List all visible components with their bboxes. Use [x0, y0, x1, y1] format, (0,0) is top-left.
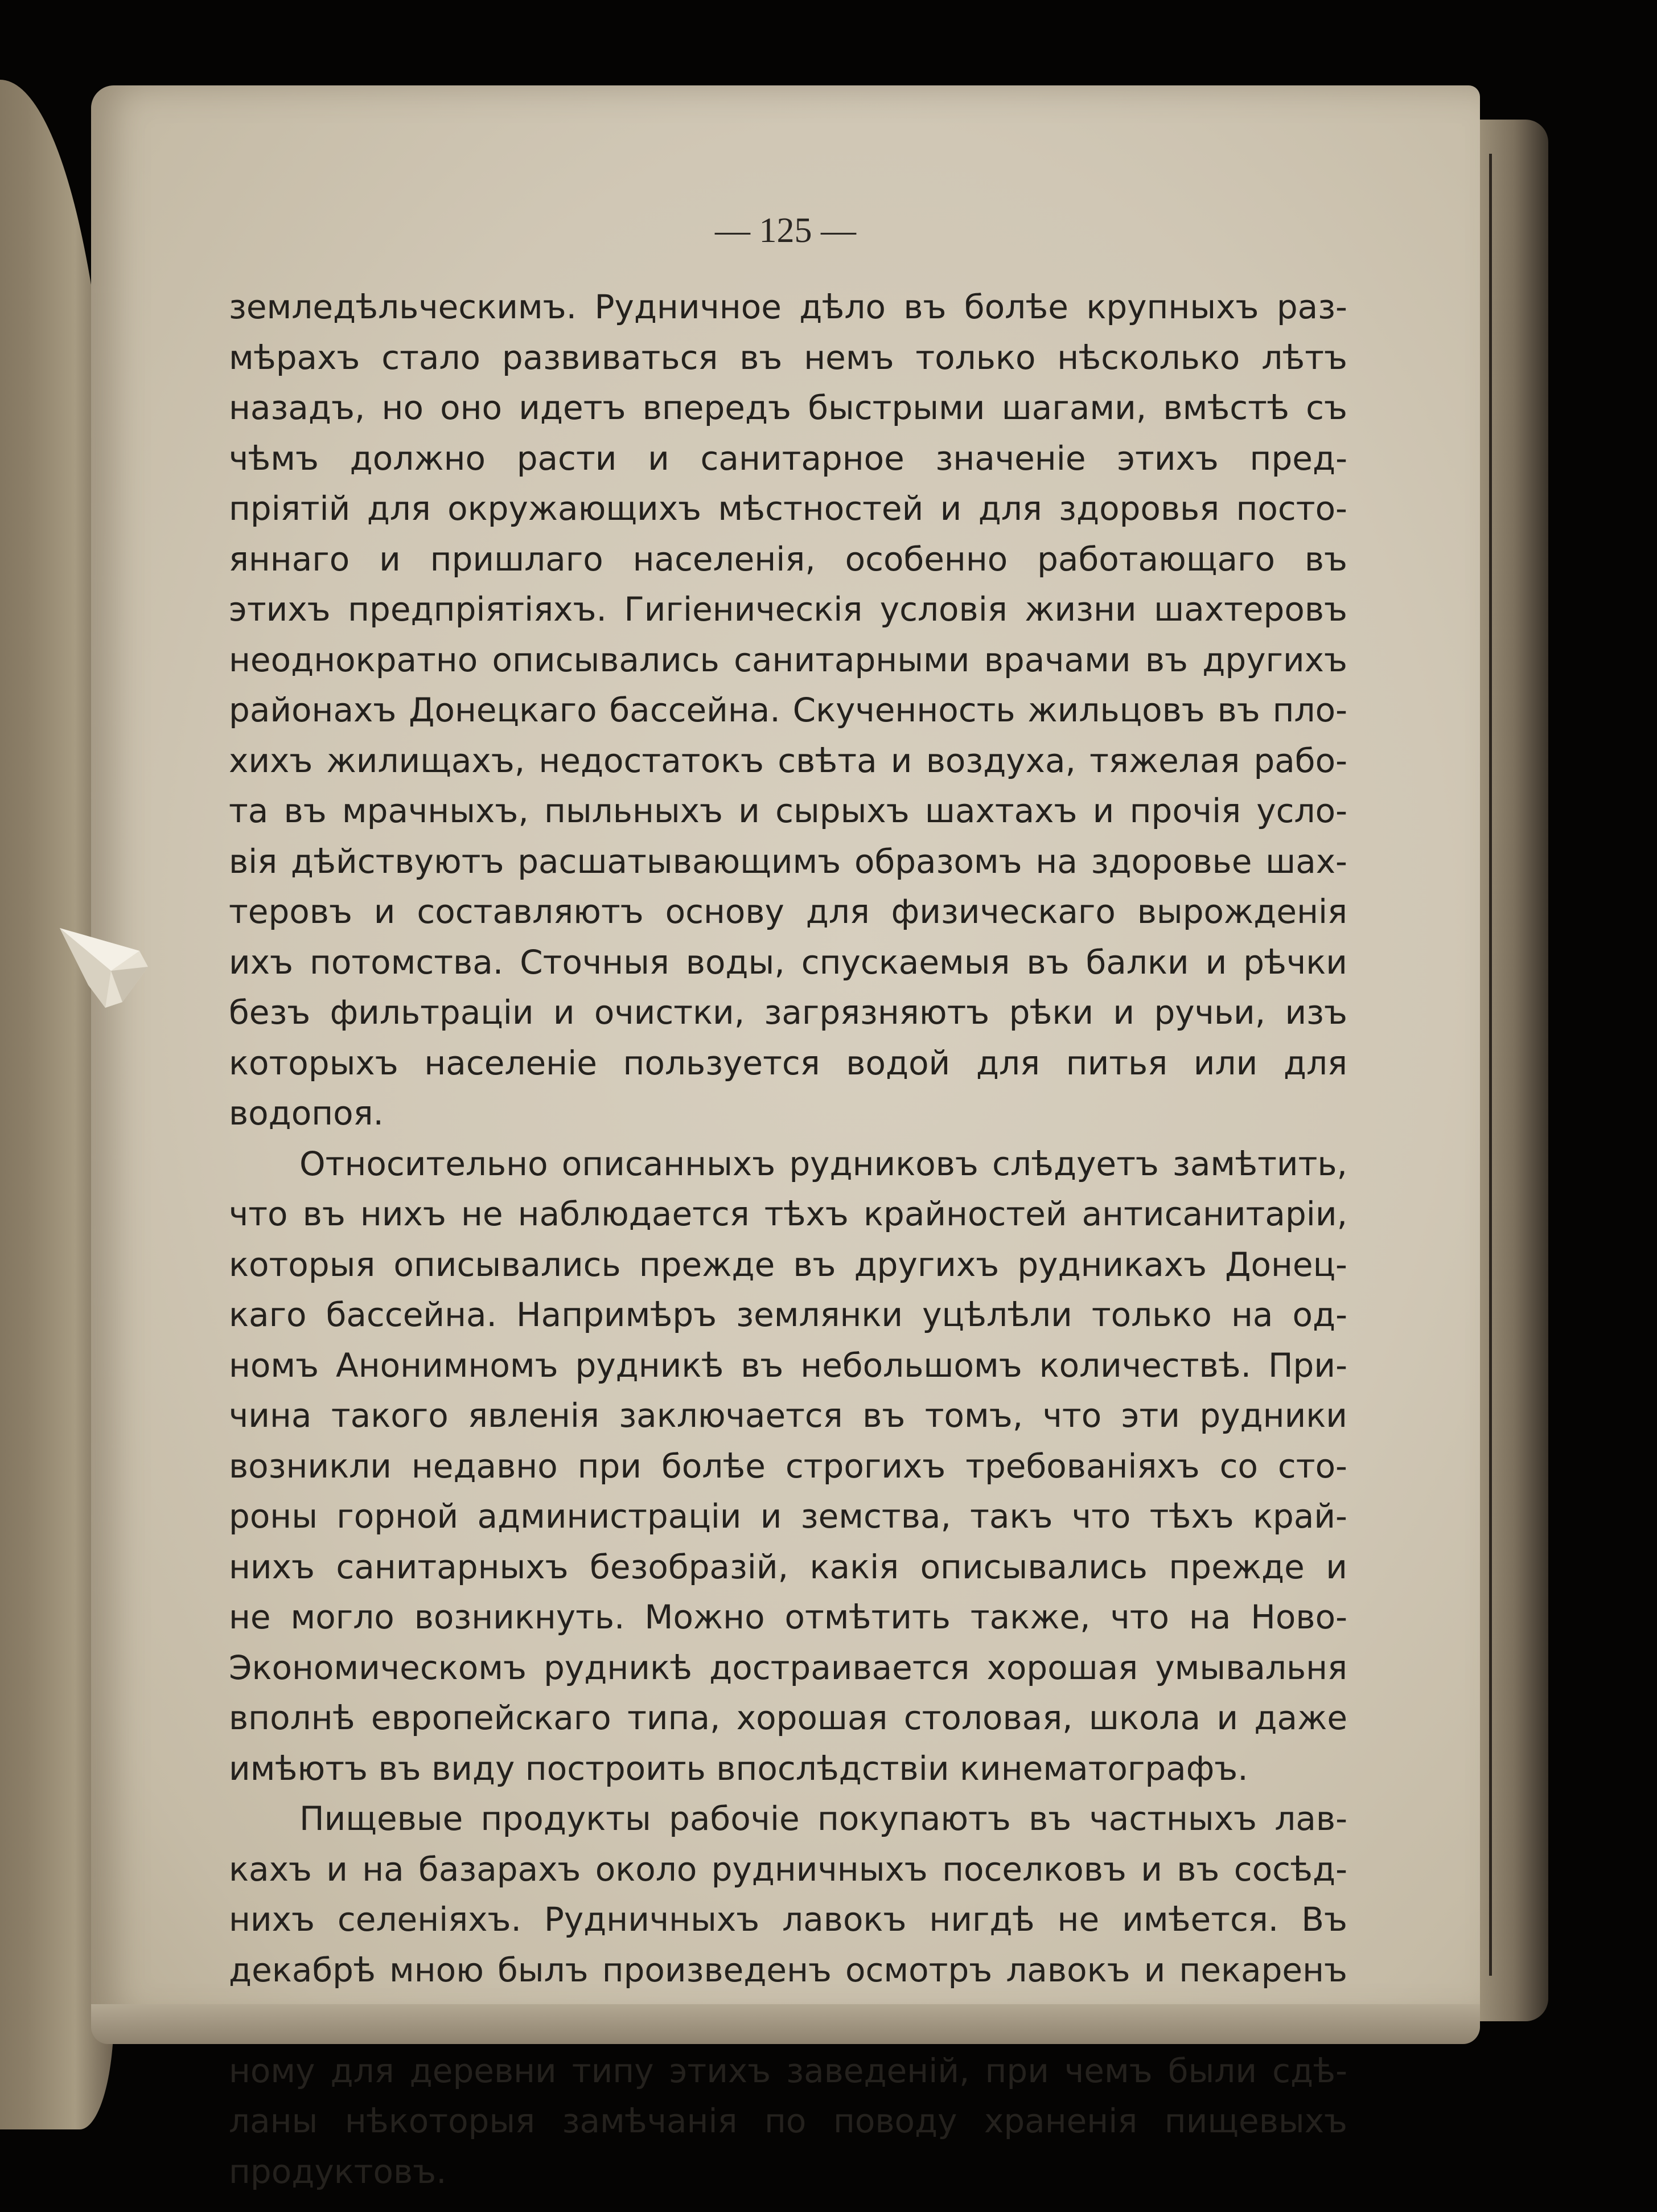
text-line: номъ Анонимномъ рудникѣ въ небольшомъ количествѣ. При- [229, 1345, 1347, 1385]
text-line: Экономическомъ рудникѣ достраивается хорошая умывальня [229, 1648, 1347, 1687]
paragraph-3 [229, 1794, 1347, 2197]
text-line: вія дѣйствуютъ расшатывающимъ образомъ на здоровье шах- [229, 842, 1347, 881]
text-line: Пищевые продукты рабочіе покупаютъ въ частныхъ лав- [299, 1799, 1347, 1838]
text-line: вполнѣ европейскаго типа, хорошая столовая, школа и даже [229, 1698, 1347, 1737]
text-line: которыя описывались прежде въ другихъ рудникахъ Донец- [229, 1245, 1347, 1284]
text-line: та въ мрачныхъ, пыльныхъ и сырыхъ шахтахъ и прочія усло- [229, 791, 1347, 830]
text-line: хихъ жилищахъ, недостатокъ свѣта и воздуха, тяжелая рабо- [229, 741, 1347, 780]
book-page [91, 85, 1480, 2191]
paragraph-2 [229, 1139, 1347, 1794]
text-line: Относительно описанныхъ рудниковъ слѣдуетъ замѣтить, [299, 1144, 1347, 1183]
text-line: мѣрахъ стало развиваться въ немъ только нѣсколько лѣтъ [229, 338, 1347, 377]
text-line: каго бассейна. Напримѣръ землянки уцѣлѣли только на од- [229, 1295, 1347, 1334]
text-line: которыхъ населеніе пользуется водой для питья или для [229, 1043, 1347, 1082]
text-line: не могло возникнуть. Можно отмѣтить также, что на Ново- [229, 1598, 1347, 1636]
text-line: неоднократно описывались санитарными врачами въ другихъ [229, 640, 1347, 679]
text-line: теровъ и составляютъ основу для физическаго вырожденія [229, 892, 1347, 931]
text-line: продуктовъ. [229, 2152, 447, 2191]
text-line: назадъ, но оно идетъ впередъ быстрыми шагами, вмѣстѣ съ [229, 388, 1347, 427]
page-bottom-edge [91, 2004, 1480, 2044]
paper-tab-icon [54, 917, 151, 1013]
text-line: земледѣльческимъ. Рудничное дѣло въ болѣе крупныхъ раз- [229, 288, 1347, 326]
text-line: нихъ санитарныхъ безобразій, какiя описывались прежде и [229, 1547, 1347, 1586]
text-line: нихъ селеніяхъ. Рудничныхъ лавокъ нигдѣ не имѣется. Въ [229, 1900, 1347, 1939]
text-line: кахъ и на базарахъ около рудничныхъ поселковъ и въ сосѣд- [229, 1849, 1347, 1889]
text-line: чина такого явленія заключается въ томъ, что эти рудники [229, 1396, 1347, 1435]
text-line: ланы нѣкоторыя замѣчанія по поводу храненія пищевыхъ [229, 2102, 1347, 2140]
paragraph-1 [229, 282, 1347, 1139]
text-line: этихъ предпріятіяхъ. Гигіеническія условія жизни шахтеровъ [229, 590, 1347, 629]
text-line: пріятій для окружающихъ мѣстностей и для здоровья посто- [229, 489, 1347, 528]
text-line: возникли недавно при болѣе строгихъ требованіяхъ со сто- [229, 1446, 1347, 1485]
text-line: ному для деревни типу этихъ заведеній, при чемъ были сдѣ- [229, 2051, 1347, 2090]
text-line: роны горной администраціи и земства, такъ что тѣхъ край- [229, 1497, 1347, 1536]
text-line: яннаго и пришлаго населенія, особенно работающаго въ [229, 539, 1347, 578]
text-line: безъ фильтраціи и очистки, загрязняютъ рѣки и ручьи, изъ [229, 993, 1347, 1032]
page-number: — 125 — [715, 211, 856, 250]
text-line: ихъ потомства. Сточныя воды, спускаемыя въ балки и рѣчки [229, 942, 1347, 982]
text-line: чѣмъ должно расти и санитарное значеніе этихъ пред- [229, 438, 1347, 478]
body-text [229, 282, 1347, 2197]
text-line: что въ нихъ не наблюдается тѣхъ крайностей антисанитаріи, [229, 1195, 1347, 1233]
text-line: декабрѣ мною былъ произведенъ осмотръ лавокъ и пекаренъ [229, 1950, 1347, 1989]
text-line: водопоя. [229, 1094, 384, 1132]
text-line: имѣютъ въ виду построить впослѣдствіи кинематографъ. [229, 1749, 1248, 1788]
text-line: районахъ Донецкаго бассейна. Скученность жильцовъ въ пло- [229, 691, 1347, 729]
